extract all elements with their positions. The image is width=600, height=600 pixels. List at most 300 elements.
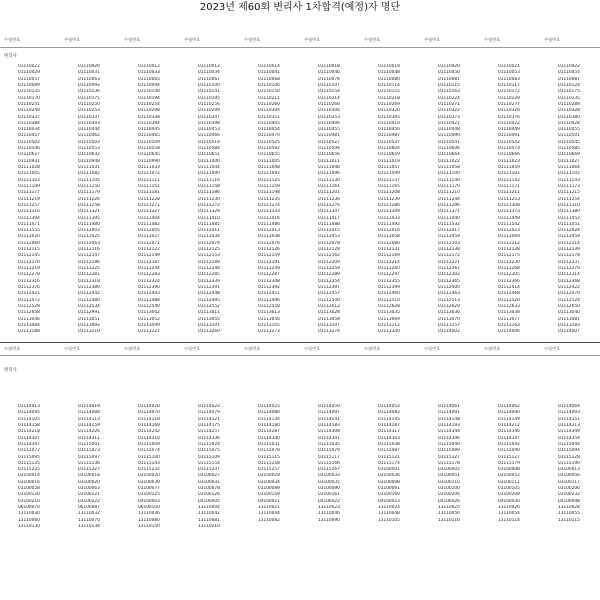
exam-number-cell: 01111028 <box>18 165 40 170</box>
exam-number-cell: 01113092 <box>78 322 100 328</box>
exam-number-cell: 01113188 <box>18 329 40 335</box>
exam-number-cell: 01115257 <box>258 467 280 473</box>
exam-number-cell: 01112074 <box>198 240 220 246</box>
exam-number-cell: 01113056 <box>258 316 280 322</box>
exam-number-cell: 01110194 <box>138 95 160 101</box>
exam-number-cell: 01114090 <box>498 410 520 416</box>
exam-number-cell: 01110304 <box>258 108 280 114</box>
exam-number-cell: 01112244 <box>138 266 160 271</box>
exam-number-cell: 01110235 <box>558 95 580 101</box>
exam-number-cell: 01115001 <box>78 441 100 447</box>
column-header-2-5: 수험번호 <box>244 346 261 351</box>
exam-number-cell: 01113340 <box>378 329 400 335</box>
exam-number-cell: 01112153 <box>198 253 220 259</box>
exam-number-cell: 01112470 <box>558 291 580 297</box>
exam-number-cell: 03100058 <box>18 486 40 492</box>
exam-number-cell: 01110453 <box>198 127 220 133</box>
exam-number-cell: 01114344 <box>438 429 460 435</box>
exam-number-cell: 01113038 <box>498 310 520 316</box>
exam-number-cell: 01111208 <box>378 190 400 196</box>
exam-number-cell: 01110256 <box>198 101 220 107</box>
exam-number-cell: 01113002 <box>138 310 160 316</box>
exam-number-cell: 01111102 <box>558 171 580 177</box>
exam-number-cell: 01114175 <box>198 422 220 428</box>
exam-number-cell: 01111239 <box>378 196 400 202</box>
exam-number-cell: 01114019 <box>78 404 100 409</box>
exam-number-cell: 01112991 <box>78 310 100 316</box>
exam-number-cell: 01112114 <box>558 240 580 246</box>
exam-number-cell: 01111173 <box>558 183 580 189</box>
exam-number-cell: 01111271 <box>138 202 160 208</box>
exam-number-cell: 03100091 <box>378 486 400 492</box>
exam-number-cell: 01110421 <box>438 120 460 126</box>
exam-number-cell: 01115035 <box>318 441 340 447</box>
exam-number-cell: 01112390 <box>138 284 160 290</box>
exam-number-cell: 01112534 <box>78 303 100 309</box>
exam-number-cell: 01110525 <box>258 139 280 145</box>
exam-number-cell: 01112528 <box>18 303 40 309</box>
exam-number-cell: 01111226 <box>78 196 100 202</box>
exam-number-cell: 01110089 <box>18 82 40 88</box>
exam-number-cell: 01113163 <box>498 322 520 328</box>
exam-number-cell: 01111033 <box>138 165 160 170</box>
exam-number-cell: 01111125 <box>258 177 280 183</box>
exam-number-cell: 01112260 <box>378 266 400 271</box>
exam-number-cell: 03100033 <box>318 473 340 479</box>
exam-number-cell: 01111482 <box>138 221 160 227</box>
exam-number-cell: 01111064 <box>558 165 580 170</box>
exam-number-cell: 01114113 <box>78 416 100 422</box>
exam-number-cell: 01113013 <box>258 310 280 316</box>
exam-number-cell: 01112016 <box>378 228 400 234</box>
exam-number-cell: 01112457 <box>318 291 340 297</box>
exam-number-cell: 13110080 <box>138 517 160 523</box>
exam-number-cell: 03100008 <box>498 467 520 473</box>
exam-number-cell: 01112318 <box>78 278 100 284</box>
exam-number-cell: 01112219 <box>18 266 40 271</box>
exam-number-cell: 01114212 <box>498 422 520 428</box>
exam-number-cell: 01111449 <box>498 215 520 221</box>
exam-number-cell: 01115097 <box>78 454 100 460</box>
exam-number-cell: 01110376 <box>498 114 520 120</box>
exam-number-cell: 01113051 <box>78 316 100 322</box>
exam-number-cell: 01112259 <box>318 266 340 271</box>
section2-column-3 <box>120 404 180 530</box>
exam-number-cell: 01112071 <box>138 240 160 246</box>
exam-number-cell: 01112463 <box>438 291 460 297</box>
exam-number-cell: 01115089 <box>438 448 460 454</box>
exam-number-cell: 01111140 <box>438 177 460 183</box>
exam-number-cell: 01114226 <box>78 429 100 435</box>
exam-number-cell: 01112443 <box>138 291 160 297</box>
exam-number-cell: 01115267 <box>318 467 340 473</box>
exam-number-cell: 01112354 <box>318 278 340 284</box>
exam-number-cell: 01110068 <box>258 76 280 82</box>
exam-number-cell: 13110046 <box>318 511 340 517</box>
exam-number-cell: 01112392 <box>258 284 280 290</box>
exam-number-cell: 01110448 <box>438 127 460 133</box>
exam-number-cell: 01114151 <box>558 416 580 422</box>
exam-number-cell: 01112115 <box>18 247 40 253</box>
exam-number-cell: 01112513 <box>438 297 460 303</box>
exam-number-cell: 01112126 <box>258 247 280 253</box>
exam-number-cell: 01111258 <box>78 202 100 208</box>
exam-number-cell: 13110210 <box>198 523 220 529</box>
exam-number-cell: 01111099 <box>378 171 400 177</box>
exam-number-cell: 01112053 <box>318 234 340 240</box>
exam-number-cell: 01115166 <box>318 460 340 466</box>
exam-number-cell: 01110175 <box>78 95 100 101</box>
section2-column-9 <box>480 404 540 530</box>
exam-number-cell: 01110041 <box>258 70 280 76</box>
exam-number-cell: 01114145 <box>378 416 400 422</box>
section2-column-1 <box>0 404 60 530</box>
exam-number-cell: 13110030 <box>18 511 40 517</box>
exam-number-cell: 01112365 <box>438 278 460 284</box>
exam-number-cell: 01112281 <box>78 272 100 278</box>
exam-number-cell: 01111072 <box>138 171 160 177</box>
exam-number-cell: 01114187 <box>378 422 400 428</box>
exam-number-cell: 01110224 <box>438 95 460 101</box>
exam-number-cell: 01114347 <box>498 435 520 441</box>
exam-number-cell: 01111228 <box>138 196 160 202</box>
exam-number-cell: 01111235 <box>258 196 280 202</box>
exam-number-cell: 01113101 <box>198 322 220 328</box>
exam-number-cell: 03100029 <box>258 473 280 479</box>
exam-number-cell: 03100030 <box>138 479 160 485</box>
header-divider-2 <box>0 355 600 356</box>
exam-number-cell: 01114088 <box>78 410 100 416</box>
exam-number-cell: 01111019 <box>378 158 400 164</box>
exam-number-cell: 01112080 <box>378 240 400 246</box>
exam-number-cell: 01111329 <box>198 209 220 215</box>
exam-number-cell: 01111116 <box>198 177 220 183</box>
exam-number-cell: 01114218 <box>18 429 40 435</box>
exam-number-cell: 01110019 <box>378 64 400 69</box>
section1-column-6 <box>300 64 360 335</box>
exam-number-cell: 01110948 <box>78 158 100 164</box>
exam-number-cell: 13110028 <box>558 505 580 510</box>
exam-number-cell: 01110449 <box>498 127 520 133</box>
exam-number-cell: 01110029 <box>18 70 40 76</box>
exam-number-cell: 01110306 <box>318 108 340 114</box>
exam-number-cell: 01114242 <box>138 429 160 435</box>
exam-number-cell: 01110218 <box>378 95 400 101</box>
exam-number-cell: 01110053 <box>498 70 520 76</box>
exam-number-cell: 01114121 <box>198 416 220 422</box>
exam-number-cell: 01111137 <box>378 177 400 183</box>
exam-number-cell: 06100070 <box>18 505 40 510</box>
exam-number-cell: 01112189 <box>198 259 220 265</box>
exam-number-cell: 01115225 <box>18 467 40 473</box>
exam-number-cell: 01113183 <box>558 322 580 328</box>
exam-number-cell: 01115190 <box>558 460 580 466</box>
exam-number-cell: 01112355 <box>378 278 400 284</box>
exam-number-cell: 03100206 <box>438 492 460 498</box>
exam-number-cell: 01111057 <box>378 165 400 170</box>
exam-number-cell: 01110271 <box>438 101 460 107</box>
exam-number-cell: 01110503 <box>78 139 100 145</box>
exam-number-cell: 01110465 <box>138 133 160 139</box>
exam-number-cell: 01115079 <box>318 448 340 454</box>
exam-number-cell: 01115115 <box>258 454 280 460</box>
exam-number-cell: 01113036 <box>438 310 460 316</box>
exam-number-cell: 01112225 <box>78 266 100 271</box>
exam-number-cell: 01110931 <box>18 158 40 164</box>
exam-number-cell: 01115073 <box>78 448 100 454</box>
exam-number-cell: 03100078 <box>198 486 220 492</box>
exam-number-cell: 01110322 <box>438 108 460 114</box>
column-header-1-4: 수험번호 <box>184 37 201 42</box>
column-header-1-3: 수험번호 <box>124 37 141 42</box>
exam-number-cell: 01111492 <box>378 221 400 227</box>
exam-number-cell: 01110214 <box>318 95 340 101</box>
exam-number-cell: 03100125 <box>138 492 160 498</box>
exam-number-cell: 01115154 <box>198 460 220 466</box>
exam-number-cell: 03100031 <box>198 479 220 485</box>
exam-number-cell: 01112038 <box>258 234 280 240</box>
exam-number-cell: 03100121 <box>78 492 100 498</box>
exam-number-cell: 01112128 <box>318 247 340 253</box>
exam-number-cell: 01114050 <box>318 404 340 409</box>
exam-number-cell: 01110455 <box>318 127 340 133</box>
exam-number-cell: 01112138 <box>438 247 460 253</box>
exam-number-cell: 01112480 <box>78 297 100 303</box>
exam-number-cell: 01110050 <box>438 70 460 76</box>
exam-number-cell: 01111236 <box>318 196 340 202</box>
column-header-1-10: 수험번호 <box>544 37 561 42</box>
section-2-grid <box>0 404 600 530</box>
exam-number-cell: 01114062 <box>498 404 520 409</box>
exam-number-cell: 01111471 <box>18 221 40 227</box>
exam-number-cell: 01111201 <box>318 190 340 196</box>
exam-number-cell: 01110046 <box>318 70 340 76</box>
exam-number-cell: 13110060 <box>18 517 40 523</box>
exam-number-cell: 01110462 <box>78 133 100 139</box>
exam-number-cell: 01115024 <box>198 441 220 447</box>
exam-number-cell: 01114006 <box>498 329 520 335</box>
exam-number-cell: 01111177 <box>18 190 40 196</box>
exam-number-cell: 03100161 <box>318 492 340 498</box>
exam-number-cell: 01112059 <box>438 234 460 240</box>
exam-number-cell: 01111286 <box>378 202 400 208</box>
section-2-label: 변리사 <box>4 368 17 373</box>
exam-number-cell: 01111404 <box>138 215 160 221</box>
exam-number-cell: 01110373 <box>438 114 460 120</box>
exam-number-cell: 01115135 <box>18 460 40 466</box>
exam-number-cell: 03100100 <box>438 486 460 492</box>
exam-number-cell: 01112013 <box>258 228 280 234</box>
exam-number-cell: 01110594 <box>318 146 340 152</box>
exam-number-cell: 01112285 <box>198 272 220 278</box>
exam-number-cell: 01111373 <box>498 209 520 215</box>
exam-number-cell: 01111274 <box>258 202 280 208</box>
exam-number-cell: 01113260 <box>198 329 220 335</box>
exam-number-cell: 01112297 <box>378 272 400 278</box>
exam-number-cell: 01112175 <box>498 253 520 259</box>
exam-number-cell: 01112305 <box>498 272 520 278</box>
column-header-1-5: 수험번호 <box>244 37 261 42</box>
exam-number-cell: 01110163 <box>438 89 460 95</box>
exam-number-cell: 01110048 <box>378 70 400 76</box>
exam-number-cell: 03100036 <box>378 473 400 479</box>
exam-number-cell: 01112169 <box>378 253 400 259</box>
exam-number-cell: 01110141 <box>198 89 220 95</box>
exam-number-cell: 13110055 <box>558 511 580 517</box>
exam-number-cell: 01110172 <box>498 89 520 95</box>
exam-number-cell: 01112027 <box>138 234 160 240</box>
exam-number-cell: 13110082 <box>258 517 280 523</box>
exam-number-cell: 01111161 <box>318 183 340 189</box>
exam-number-cell: 01115227 <box>78 467 100 473</box>
exam-number-cell: 01110107 <box>318 82 340 88</box>
exam-number-cell: 01115094 <box>558 448 580 454</box>
exam-number-cell: 01110664 <box>438 152 460 158</box>
exam-number-cell: 01111179 <box>78 190 100 196</box>
exam-number-cell: 01110546 <box>18 146 40 152</box>
exam-number-cell: 03100035 <box>318 479 340 485</box>
exam-number-cell: 01115042 <box>498 441 520 447</box>
exam-number-cell: 03100098 <box>378 479 400 485</box>
exam-number-cell: 01111254 <box>558 196 580 202</box>
exam-number-cell: 01112005 <box>138 228 160 234</box>
exam-number-cell: 01114105 <box>18 416 40 422</box>
exam-number-cell: 01112248 <box>198 266 220 271</box>
exam-number-cell: 01112422 <box>558 284 580 290</box>
exam-number-cell: 01111023 <box>498 158 520 164</box>
exam-number-cell: 01112500 <box>318 297 340 303</box>
exam-number-cell: 01111100 <box>438 171 460 177</box>
exam-number-cell: 13110032 <box>78 511 100 517</box>
exam-number-cell: 01114310 <box>138 435 160 441</box>
exam-number-cell: 01111296 <box>438 202 460 208</box>
exam-number-cell: 01115136 <box>78 460 100 466</box>
section2-column-5 <box>240 404 300 530</box>
exam-number-cell: 01115040 <box>438 441 460 447</box>
section-1-label: 변리사 <box>4 54 17 59</box>
exam-number-cell: 01113099 <box>138 322 160 328</box>
exam-number-cell: 01112078 <box>318 240 340 246</box>
exam-number-cell: 13110114 <box>498 517 520 523</box>
column-header-2-8: 수험번호 <box>424 346 441 351</box>
column-header-2-7: 수험번호 <box>364 346 381 351</box>
exam-number-cell: 03100089 <box>258 486 280 492</box>
exam-number-cell: 01110481 <box>318 133 340 139</box>
exam-number-cell: 01111394 <box>18 215 40 221</box>
exam-number-cell: 01111417 <box>318 215 340 221</box>
exam-number-cell: 01114079 <box>198 410 220 416</box>
exam-number-cell: 01111111 <box>138 177 160 183</box>
exam-number-cell: 01112314 <box>558 272 580 278</box>
exam-number-cell: 01110422 <box>498 120 520 126</box>
exam-number-cell: 01112178 <box>558 253 580 259</box>
exam-number-cell: 01111551 <box>558 221 580 227</box>
exam-number-cell: 01111158 <box>198 183 220 189</box>
exam-number-cell: 04100003 <box>138 498 160 504</box>
exam-number-cell: 01110645 <box>138 152 160 158</box>
exam-number-cell: 01114013 <box>18 404 40 409</box>
exam-number-cell: 01110269 <box>378 101 400 107</box>
exam-number-cell: 13110110 <box>438 517 460 523</box>
exam-number-cell: 04100030 <box>498 498 520 504</box>
exam-number-cell: 01115121 <box>378 454 400 460</box>
exam-number-cell: 01112520 <box>498 297 520 303</box>
exam-number-cell: 01114317 <box>378 429 400 435</box>
exam-number-cell: 01115174 <box>378 460 400 466</box>
exam-number-cell: 01112058 <box>378 234 400 240</box>
exam-number-cell: 01115232 <box>138 467 160 473</box>
exam-number-cell: 01114193 <box>438 422 460 428</box>
exam-number-cell: 01110353 <box>318 114 340 120</box>
exam-number-cell: 13110150 <box>138 523 160 529</box>
column-header-1-9: 수험번호 <box>484 37 501 42</box>
exam-number-cell: 01110054 <box>558 70 580 76</box>
exam-number-cell: 01110094 <box>138 82 160 88</box>
exam-number-cell: 01110268 <box>318 101 340 107</box>
exam-number-cell: 01114118 <box>138 416 160 422</box>
exam-number-cell: 04100026 <box>438 498 460 504</box>
exam-number-cell: 01110606 <box>438 146 460 152</box>
exam-number-cell: 01111310 <box>558 202 580 208</box>
exam-number-cell: 01110669 <box>558 152 580 158</box>
column-header-1-2: 수험번호 <box>64 37 81 42</box>
exam-number-cell: 01110990 <box>138 158 160 164</box>
exam-number-cell: 03100206 <box>558 486 580 492</box>
exam-number-cell: 01111143 <box>558 177 580 183</box>
exam-number-cell: 01110541 <box>438 139 460 145</box>
exam-number-cell: 01114183 <box>318 422 340 428</box>
exam-number-cell: 01112376 <box>18 284 40 290</box>
exam-number-cell: 01111542 <box>498 221 520 227</box>
exam-number-cell: 01112460 <box>378 291 400 297</box>
exam-number-cell: 01112024 <box>558 228 580 234</box>
section1-column-3 <box>120 64 180 335</box>
exam-number-cell: 01114007 <box>558 329 580 335</box>
exam-number-cell: 01112214 <box>378 259 400 265</box>
exam-number-cell: 01112472 <box>18 297 40 303</box>
exam-number-cell: 03100020 <box>138 473 160 479</box>
column-header-2-2: 수험번호 <box>64 346 81 351</box>
exam-number-cell: 01110656 <box>318 152 340 158</box>
exam-number-cell: 01112011 <box>198 228 220 234</box>
exam-number-cell: 01112552 <box>198 303 220 309</box>
exam-number-cell: 03100056 <box>558 473 580 479</box>
exam-number-cell: 01113210 <box>78 329 100 335</box>
exam-number-cell: 01111031 <box>78 165 100 170</box>
exam-number-cell: 01111048 <box>318 165 340 170</box>
exam-number-cell: 03100210 <box>18 498 40 504</box>
exam-number-cell: 01112059 <box>558 234 580 240</box>
exam-number-cell: 01110410 <box>378 120 400 126</box>
exam-number-cell: 01111198 <box>258 190 280 196</box>
exam-number-cell: 01111480 <box>78 221 100 227</box>
exam-number-cell: 01110087 <box>558 76 580 82</box>
exam-number-cell: 01111210 <box>438 190 460 196</box>
exam-number-cell: 13110050 <box>438 511 460 517</box>
exam-number-cell: 01111532 <box>438 221 460 227</box>
exam-number-cell: 01110289 <box>558 101 580 107</box>
exam-number-cell: 01111186 <box>198 190 220 196</box>
exam-number-cell: 01114158 <box>18 422 40 428</box>
page-title: 2023년 제60회 변리사 1차합격(예정)자 명단 <box>199 2 401 13</box>
exam-number-cell: 04100048 <box>558 498 580 504</box>
exam-number-cell: 13110025 <box>438 505 460 510</box>
exam-number-cell: 01112339 <box>198 278 220 284</box>
exam-number-cell: 01110347 <box>198 114 220 120</box>
exam-number-cell: 01110384 <box>18 120 40 126</box>
exam-number-cell: 01110659 <box>378 152 400 158</box>
exam-number-cell: 01114336 <box>198 435 220 441</box>
